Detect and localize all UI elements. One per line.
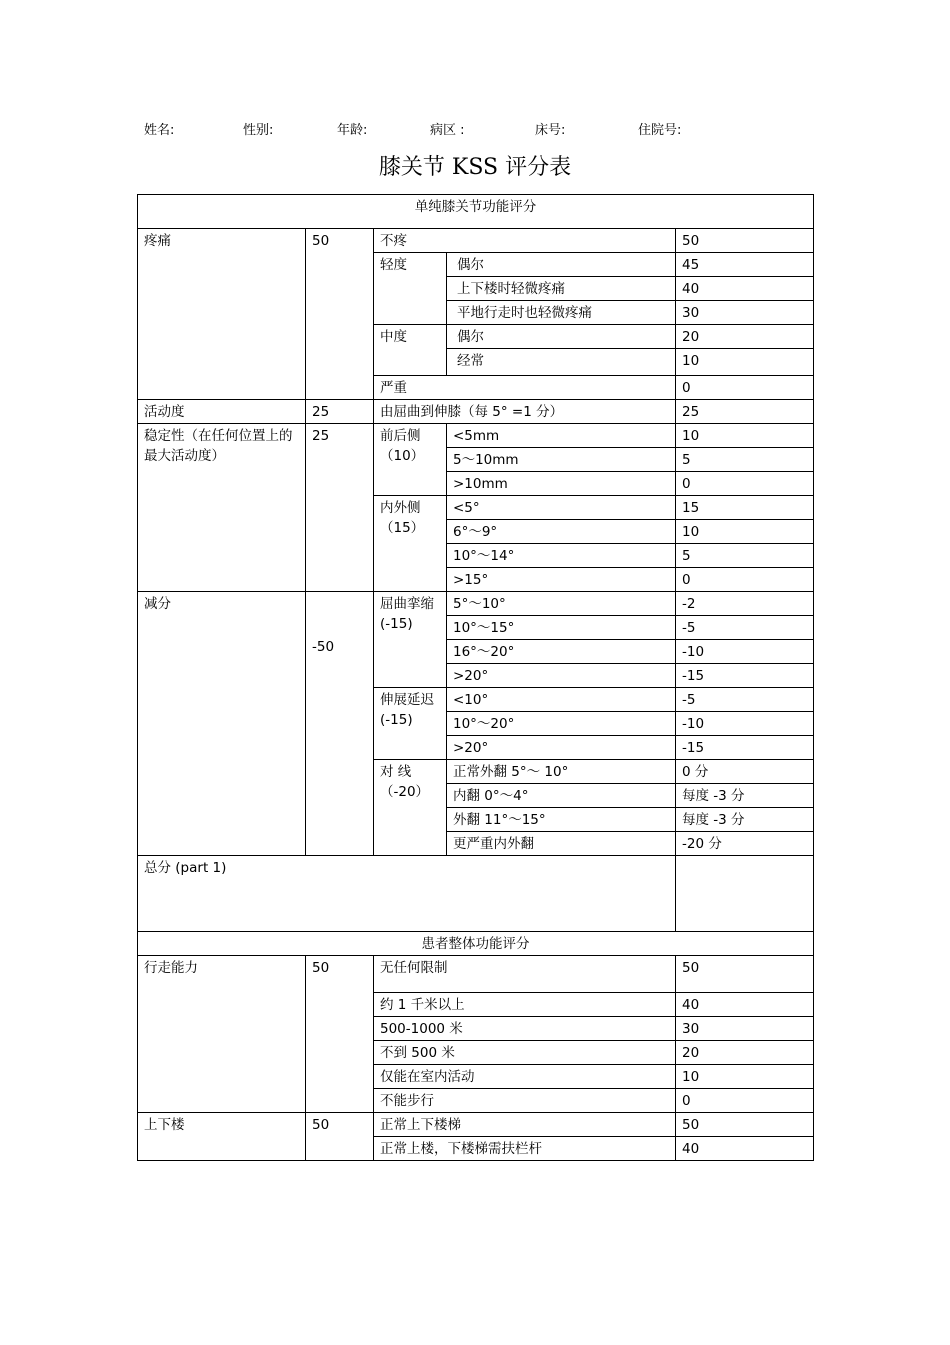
alignment-desc: 内翻 0°～4° [447, 784, 676, 808]
pain-moderate-desc: 偶尔 [447, 325, 676, 349]
stability-ml-desc: <5° [447, 496, 676, 520]
table-row [138, 592, 814, 616]
table-row [138, 956, 814, 993]
pain-mild-desc: 偶尔 [447, 253, 676, 277]
stability-ml-score: 0 [676, 568, 814, 592]
pain-mild-score: 30 [676, 301, 814, 325]
flexion-desc: 16°～20° [447, 640, 676, 664]
deductions-max: -50 [306, 592, 374, 856]
extension-desc: <10° [447, 688, 676, 712]
stairs-score: 50 [676, 1113, 814, 1137]
stairs-desc: 正常上楼，下楼梯需扶栏杆 [374, 1137, 676, 1161]
flexion-contracture-label: 屈曲挛缩(-15) [374, 592, 447, 688]
stability-ml-score: 15 [676, 496, 814, 520]
kss-score-table [137, 194, 814, 1161]
flexion-score: -10 [676, 640, 814, 664]
stairs-label: 上下楼 [138, 1113, 306, 1161]
pain-mild-desc: 平地行走时也轻微疼痛 [447, 301, 676, 325]
flexion-desc: 5°～10° [447, 592, 676, 616]
walking-score: 30 [676, 1017, 814, 1041]
alignment-score: 0 分 [676, 760, 814, 784]
pain-mild-label: 轻度 [374, 253, 447, 325]
deductions-label: 减分 [138, 592, 306, 856]
stability-ml-desc: 6°～9° [447, 520, 676, 544]
rom-max: 25 [306, 400, 374, 424]
extension-lag-label: 伸展延迟(-15) [374, 688, 447, 760]
pain-label: 疼痛 [138, 229, 306, 400]
page-title: 膝关节 KSS 评分表 [378, 155, 572, 180]
stability-ml-label: 内外侧（15） [374, 496, 447, 592]
bed-field-label: 床号: [535, 123, 566, 138]
flexion-score: -5 [676, 616, 814, 640]
walking-desc: 不到 500 米 [374, 1041, 676, 1065]
pain-severe: 严重 [374, 376, 676, 400]
pain-mild-score: 40 [676, 277, 814, 301]
pain-mild-score: 45 [676, 253, 814, 277]
alignment-score: -20 分 [676, 832, 814, 856]
walking-desc: 500-1000 米 [374, 1017, 676, 1041]
ward-field-label: 病区 : [430, 123, 465, 138]
alignment-score: 每度 -3 分 [676, 808, 814, 832]
total-row [138, 856, 814, 932]
stability-ap-score: 0 [676, 472, 814, 496]
stairs-max: 50 [306, 1113, 374, 1161]
pain-moderate-score: 10 [676, 349, 814, 376]
section1-header-row [138, 195, 814, 229]
walking-score: 40 [676, 993, 814, 1017]
pain-severe-score: 0 [676, 376, 814, 400]
flexion-desc: >20° [447, 664, 676, 688]
total-part1-value [676, 856, 814, 932]
age-field-label: 年龄: [337, 123, 368, 138]
gender-field-label: 性别: [243, 123, 274, 138]
rom-label: 活动度 [138, 400, 306, 424]
walking-desc: 无任何限制 [374, 956, 676, 993]
stability-max: 25 [306, 424, 374, 592]
admission-no-field-label: 住院号: [638, 123, 682, 138]
extension-score: -10 [676, 712, 814, 736]
walking-score: 50 [676, 956, 814, 993]
pain-moderate-score: 20 [676, 325, 814, 349]
alignment-label: 对 线（-20） [374, 760, 447, 856]
pain-mild-desc: 上下楼时轻微疼痛 [447, 277, 676, 301]
stability-ap-score: 10 [676, 424, 814, 448]
patient-info-header [0, 119, 950, 139]
pain-none: 不疼 [374, 229, 676, 253]
extension-score: -5 [676, 688, 814, 712]
walking-label: 行走能力 [138, 956, 306, 1113]
extension-desc: >20° [447, 736, 676, 760]
name-field-label: 姓名: [144, 123, 175, 138]
alignment-desc: 外翻 11°～15° [447, 808, 676, 832]
total-part1-label: 总分 (part 1) [138, 856, 676, 932]
stability-ap-score: 5 [676, 448, 814, 472]
table-row [138, 229, 814, 253]
rom-score: 25 [676, 400, 814, 424]
stability-ap-label: 前后侧（10） [374, 424, 447, 496]
alignment-desc: 正常外翻 5°～ 10° [447, 760, 676, 784]
walking-score: 20 [676, 1041, 814, 1065]
pain-max: 50 [306, 229, 374, 400]
rom-desc: 由屈曲到伸膝（每 5° =1 分） [374, 400, 676, 424]
alignment-score: 每度 -3 分 [676, 784, 814, 808]
pain-moderate-desc: 经常 [447, 349, 676, 376]
table-row [138, 1113, 814, 1137]
pain-moderate-label: 中度 [374, 325, 447, 376]
stability-ap-desc: <5mm [447, 424, 676, 448]
stability-ml-desc: 10°～14° [447, 544, 676, 568]
walking-max: 50 [306, 956, 374, 1113]
extension-score: -15 [676, 736, 814, 760]
stability-ml-desc: >15° [447, 568, 676, 592]
stability-ap-desc: >10mm [447, 472, 676, 496]
stairs-desc: 正常上下楼梯 [374, 1113, 676, 1137]
walking-desc: 不能步行 [374, 1089, 676, 1113]
section2-title: 患者整体功能评分 [138, 932, 814, 956]
section2-header-row [138, 932, 814, 956]
stability-ml-score: 5 [676, 544, 814, 568]
pain-none-score: 50 [676, 229, 814, 253]
alignment-desc: 更严重内外翻 [447, 832, 676, 856]
stability-ap-desc: 5～10mm [447, 448, 676, 472]
flexion-score: -2 [676, 592, 814, 616]
stairs-score: 40 [676, 1137, 814, 1161]
table-row [138, 424, 814, 448]
section1-title: 单纯膝关节功能评分 [138, 195, 814, 229]
walking-score: 0 [676, 1089, 814, 1113]
flexion-desc: 10°～15° [447, 616, 676, 640]
extension-desc: 10°～20° [447, 712, 676, 736]
walking-desc: 仅能在室内活动 [374, 1065, 676, 1089]
stability-ml-score: 10 [676, 520, 814, 544]
flexion-score: -15 [676, 664, 814, 688]
table-row [138, 400, 814, 424]
walking-desc: 约 1 千米以上 [374, 993, 676, 1017]
walking-score: 10 [676, 1065, 814, 1089]
stability-label: 稳定性（在任何位置上的最大活动度） [138, 424, 306, 592]
